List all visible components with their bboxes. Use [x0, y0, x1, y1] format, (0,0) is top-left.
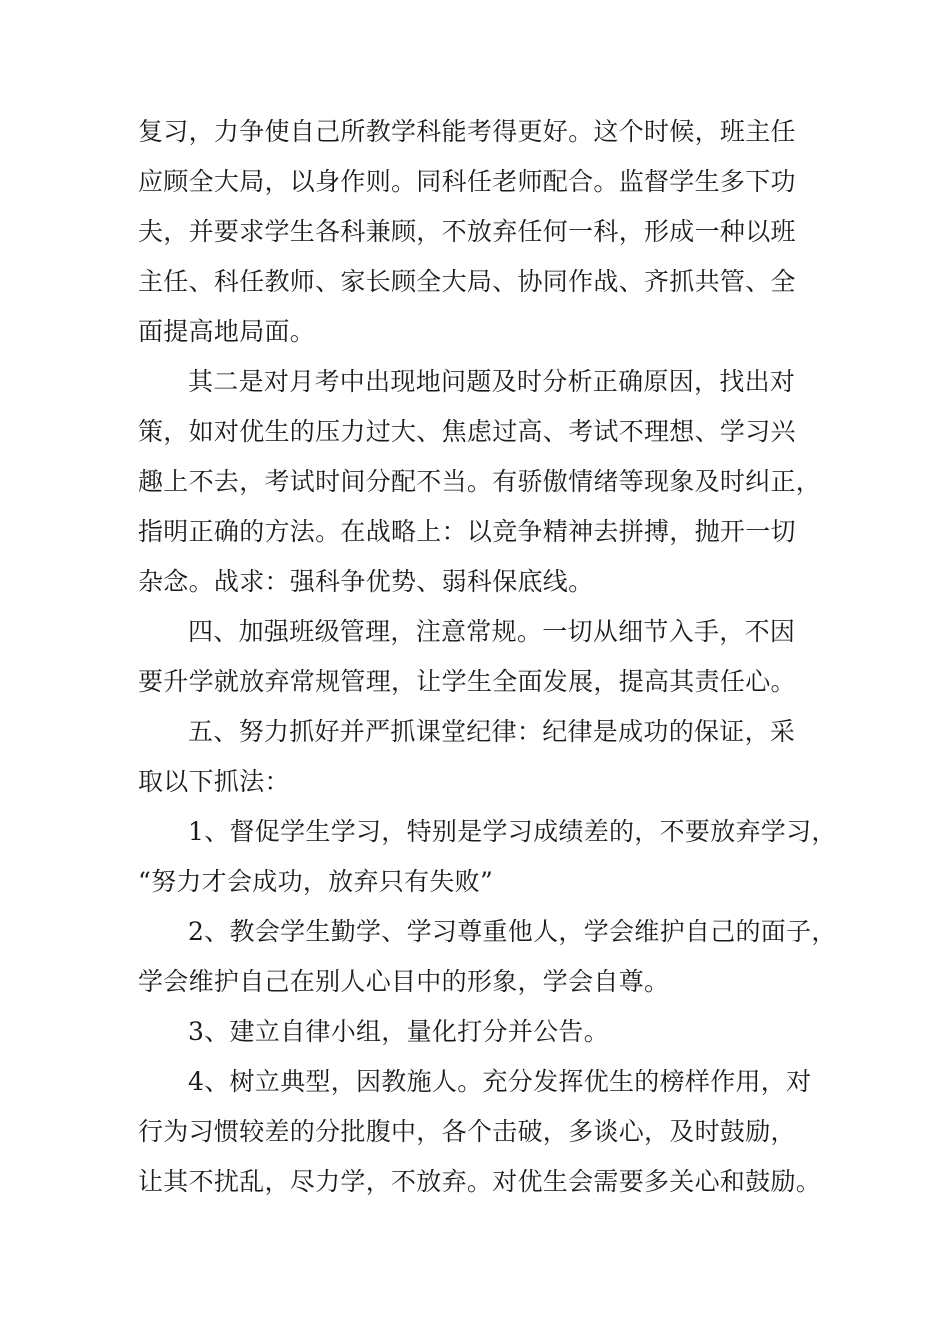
text-line: 行为习惯较差的分批腹中，各个击破，多谈心，及时鼓励，	[138, 1117, 796, 1146]
paragraph-start-line: 2、教会学生勤学、学习尊重他人，学会维护自己的面子，	[188, 917, 837, 946]
paragraph-start-line: 1、督促学生学习，特别是学习成绩差的，不要放弃学习，	[188, 817, 837, 846]
paragraph-start-line: 五、努力抓好并严抓课堂纪律：纪律是成功的保证，采	[188, 717, 796, 746]
text-line: 取以下抓法：	[138, 767, 290, 796]
paragraph-start-line: 其二是对月考中出现地问题及时分析正确原因，找出对	[188, 367, 796, 396]
paragraph-start-line: 3、建立自律小组，量化打分并公告。	[188, 1017, 610, 1046]
text-line: 复习，力争使自己所教学科能考得更好。这个时候，班主任	[138, 117, 796, 146]
text-line: 杂念。战求：强科争优势、弱科保底线。	[138, 567, 594, 596]
text-line: 让其不扰乱，尽力学，不放弃。对优生会需要多关心和鼓励。	[138, 1167, 822, 1196]
text-line: 策，如对优生的压力过大、焦虑过高、考试不理想、学习兴	[138, 417, 796, 446]
text-line: 应顾全大局，以身作则。同科任老师配合。监督学生多下功	[138, 167, 796, 196]
text-line: 学会维护自己在别人心目中的形象，学会自尊。	[138, 967, 670, 996]
text-line: 指明正确的方法。在战略上：以竞争精神去拼搏，抛开一切	[138, 517, 796, 546]
text-line: 要升学就放弃常规管理，让学生全面发展，提高其责任心。	[138, 667, 796, 696]
paragraph-start-line: 4、树立典型，因教施人。充分发挥优生的榜样作用，对	[188, 1067, 812, 1096]
text-line: 趣上不去，考试时间分配不当。有骄傲情绪等现象及时纠正，	[138, 467, 822, 496]
text-line: 面提高地局面。	[138, 317, 316, 346]
text-line: “努力才会成功，放弃只有失败”	[138, 867, 494, 896]
text-line: 夫，并要求学生各科兼顾，不放弃任何一科，形成一种以班	[138, 217, 796, 246]
text-line: 主任、科任教师、家长顾全大局、协同作战、齐抓共管、全	[138, 267, 796, 296]
paragraph-start-line: 四、加强班级管理，注意常规。一切从细节入手，不因	[188, 617, 796, 646]
